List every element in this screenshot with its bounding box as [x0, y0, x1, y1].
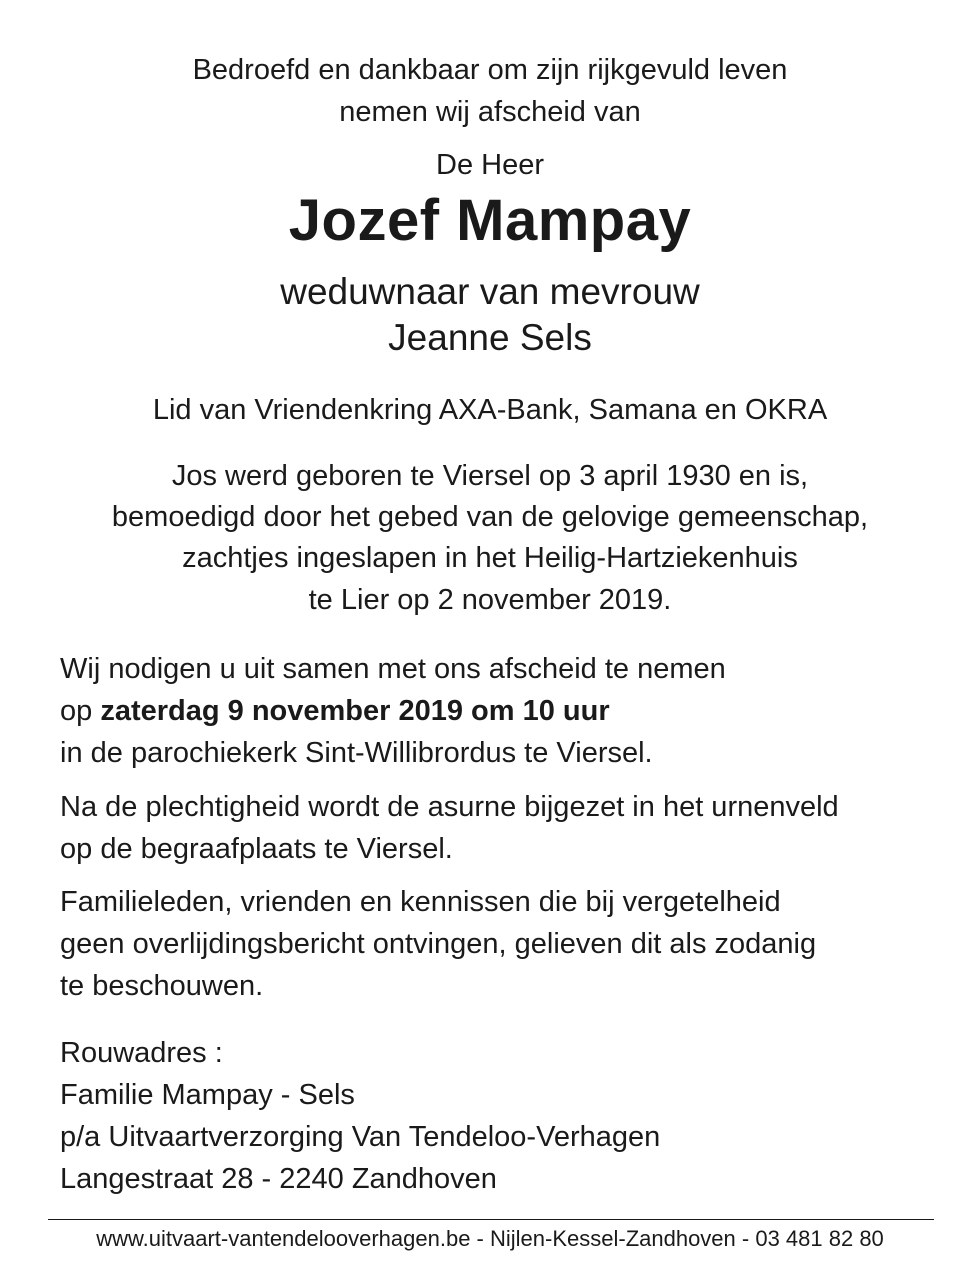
intro-line-2: nemen wij afscheid van — [339, 96, 641, 128]
address-care-of: p/a Uitvaartverzorging Van Tendeloo-Verhagen — [60, 1121, 661, 1153]
footer-divider — [48, 1219, 934, 1220]
bio-line-1: Jos werd geboren te Viersel op 3 april 1930 en is, — [171, 460, 809, 492]
bio-line-4: te Lier op 2 november 2019. — [308, 584, 672, 616]
ceremony-date-prefix: op — [60, 695, 101, 727]
spouse-line-1: weduwnaar van mevrouw — [280, 271, 700, 312]
ceremony-date: zaterdag 9 november 2019 om 10 uur — [100, 695, 610, 727]
footer-contact: www.uitvaart-vantendelooverhagen.be - Nijlen-Kessel-Zandhoven - 03 481 82 80 — [96, 1226, 884, 1251]
honorific: De Heer — [436, 149, 544, 181]
deceased-name: Jozef Mampay — [288, 188, 692, 253]
urn-line-1: Na de plechtigheid wordt de asurne bijgezet in het urnenveld — [60, 791, 839, 823]
address-heading: Rouwadres : — [60, 1037, 223, 1069]
address-street: Langestraat 28 - 2240 Zandhoven — [60, 1163, 497, 1195]
notice-line-2: geen overlijdingsbericht ontvingen, gelieven dit als zodanig — [60, 928, 817, 960]
address-family: Familie Mampay - Sels — [60, 1079, 355, 1111]
ceremony-line-1: Wij nodigen u uit samen met ons afscheid te nemen — [60, 653, 726, 685]
spouse-line-2: Jeanne Sels — [388, 317, 592, 358]
intro-line-1: Bedroefd en dankbaar om zijn rijkgevuld leven — [192, 54, 788, 86]
notice-line-1: Familieleden, vrienden en kennissen die bij vergetelheid — [60, 886, 781, 918]
notice-line-3: te beschouwen. — [60, 970, 264, 1002]
ceremony-line-3: in de parochiekerk Sint-Willibrordus te Viersel. — [60, 737, 653, 769]
bio-line-3: zachtjes ingeslapen in het Heilig-Hartziekenhuis — [182, 542, 798, 574]
memberships: Lid van Vriendenkring AXA-Bank, Samana en OKRA — [152, 394, 828, 426]
bio-line-2: bemoedigd door het gebed van de gelovige gemeenschap, — [111, 501, 869, 533]
urn-line-2: op de begraafplaats te Viersel. — [60, 833, 453, 865]
ceremony-line-2 — [60, 691, 610, 731]
